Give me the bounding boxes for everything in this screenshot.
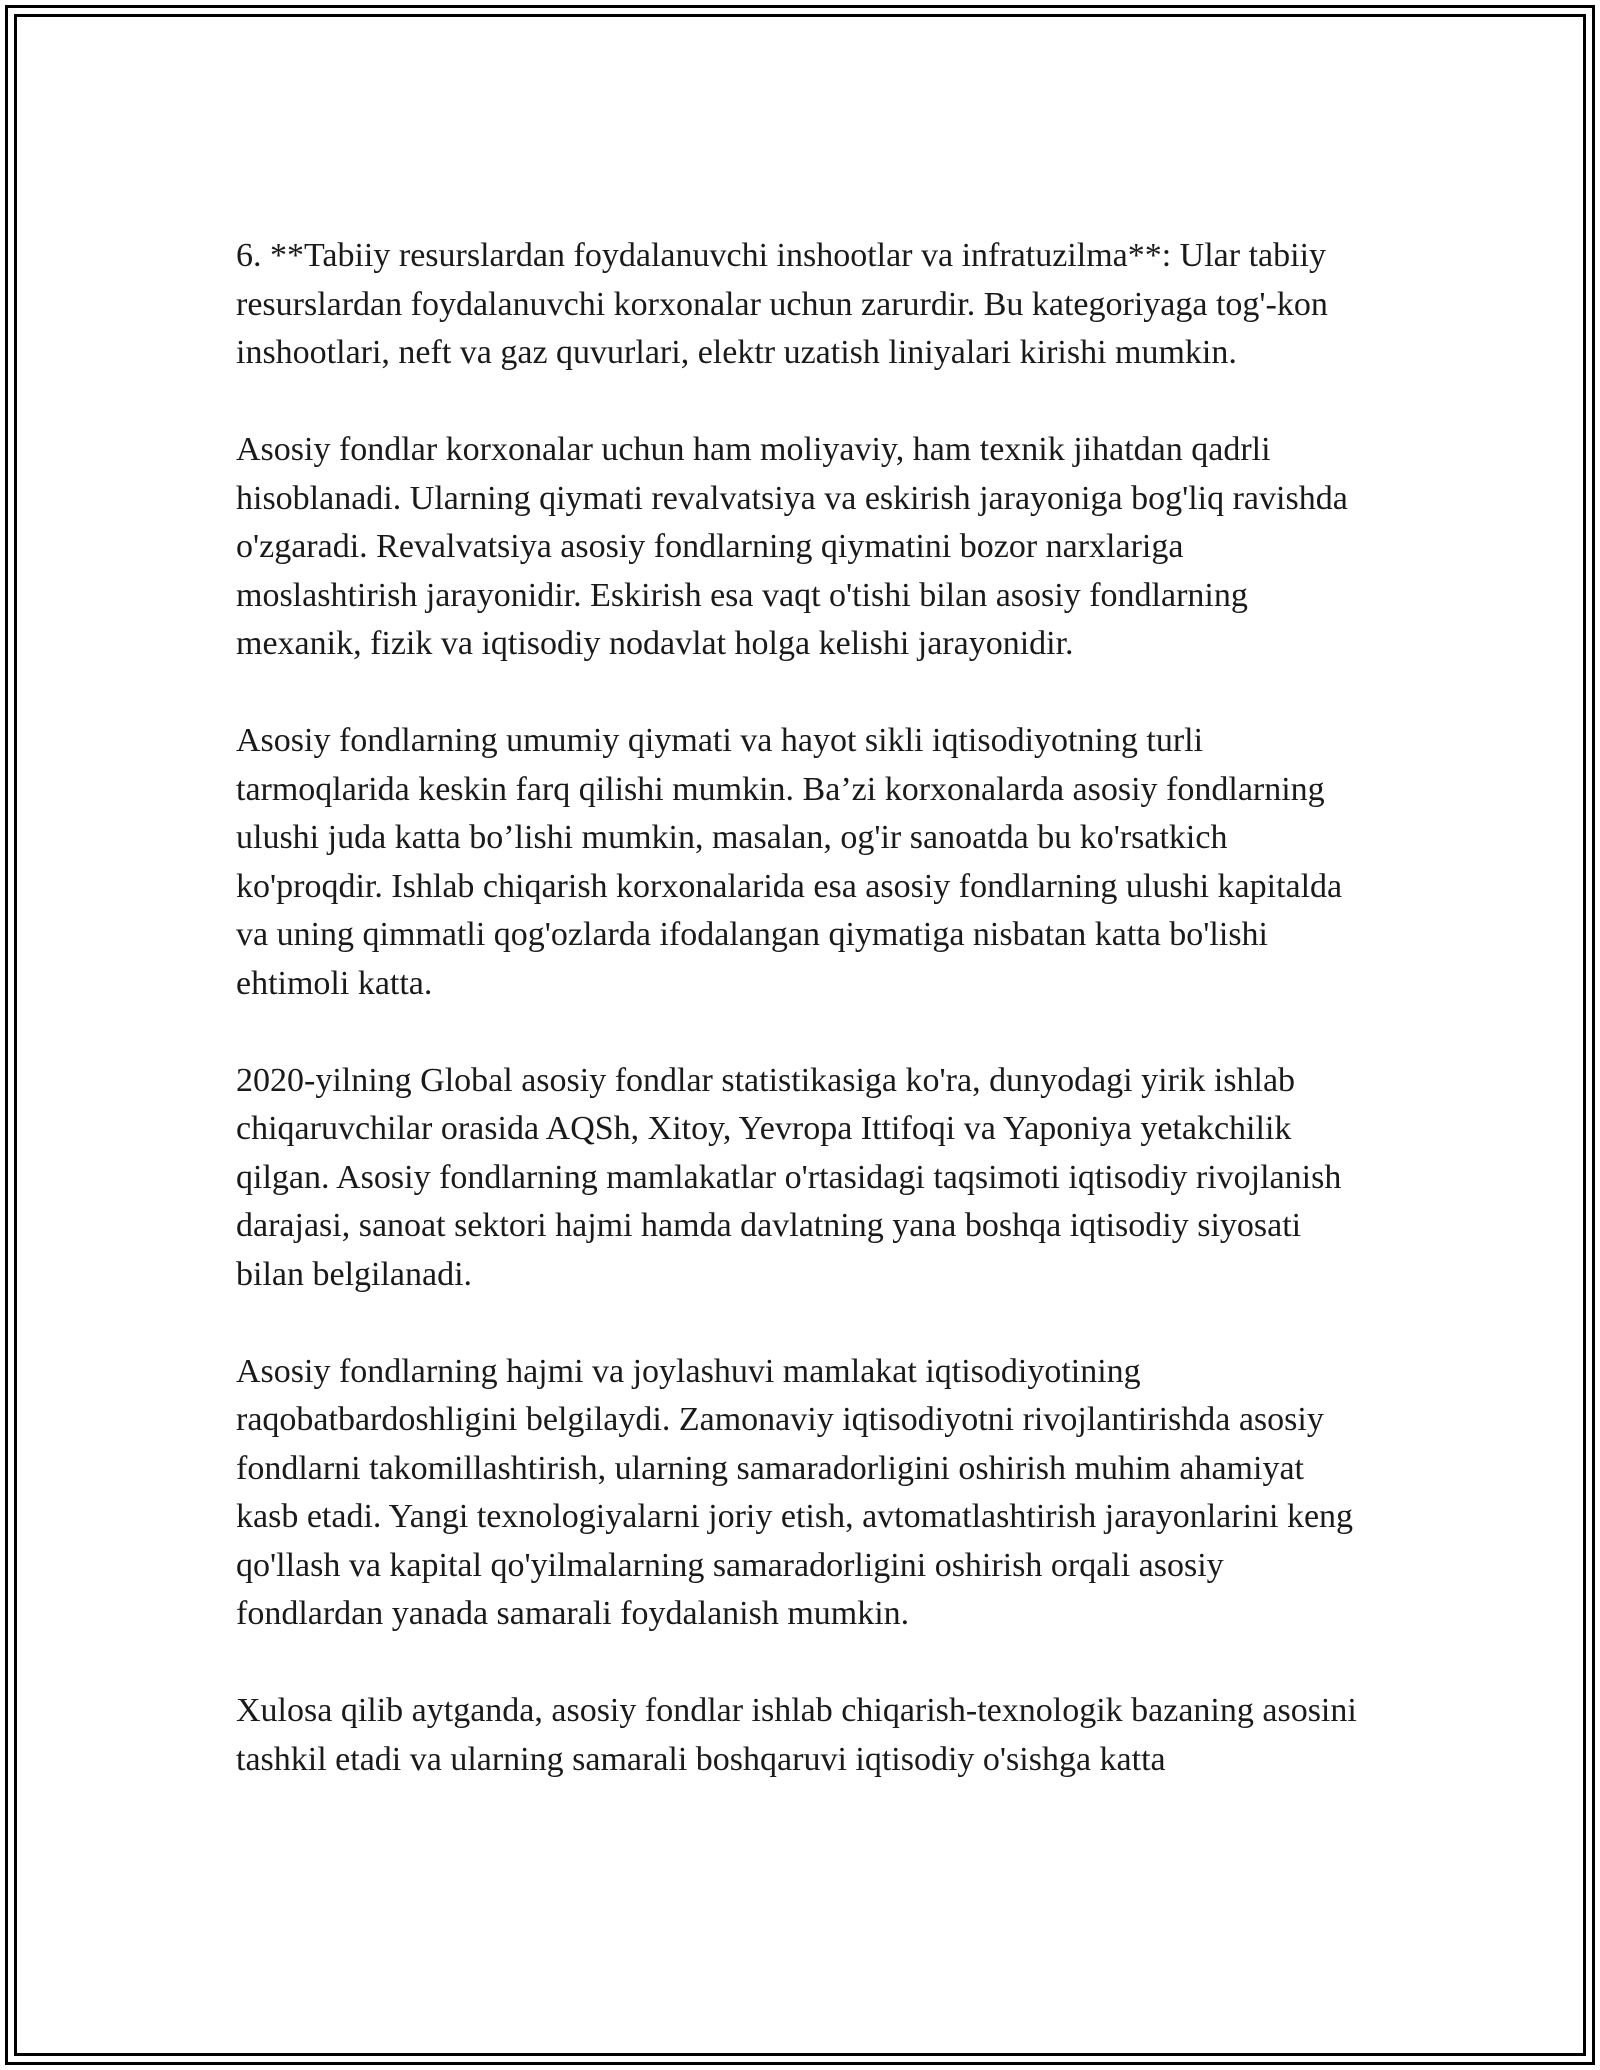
paragraph-competitiveness: Asosiy fondlarning hajmi va joylashuvi mamlakat iqtisodiyotining raqobatbardoshligini belgilaydi. Zamonaviy iqtisodiyotni rivojlantirishda asosiy fondlarni takomillashtirish, ularning samaradorligini oshirish muhim ahamiyat kasb etadi. Yangi texnologiyalarni joriy etish, avtomatlashtirish jarayonlarini keng qo'llash va kapital qo'yilmalarning samaradorligini oshirish orqali asosiy fondlardan yanada samarali foydalanish mumkin. (236, 1352, 1354, 1632)
document-body (236, 232, 1366, 1784)
paragraph-conclusion: Xulosa qilib aytganda, asosiy fondlar ishlab chiqarish-texnologik bazaning asosini tashkil etadi va ularning samarali boshqaruvi iqtisodiy o'sishga katta (236, 1692, 1357, 1778)
paragraph-industry-differences: Asosiy fondlarning umumiy qiymati va hayot sikli iqtisodiyotning turli tarmoqlarida keskin farq qilishi mumkin. Ba’zi korxonalarda asosiy fondlarning ulushi juda katta bo’lishi mumkin, masalan, og'ir sanoatda bu ko'rsatkich ko'proqdir. Ishlab chiqarish korxonalarida esa asosiy fondlarning ulushi kapitalda va uning qimmatli qog'ozlarda ifodalangan qiymatiga nisbatan katta bo'lishi ehtimoli katta. (236, 722, 1343, 1002)
paragraph-fixed-assets-value: Asosiy fondlar korxonalar uchun ham moliyaviy, ham texnik jihatdan qadrli hisoblanadi. Ularning qiymati revalvatsiya va eskirish jarayoniga bog'liq ravishda o'zgaradi. Revalvatsiya asosiy fondlarning qiymatini bozor narxlariga moslashtirish jarayonidir. Eskirish esa vaqt o'tishi bilan asosiy fondlarning mexanik, fizik va iqtisodiy nodavlat holga kelishi jarayonidir. (236, 431, 1348, 662)
paragraph-natural-resource-infrastructure: 6. **Tabiiy resurslardan foydalanuvchi inshootlar va infratuzilma**: Ular tabiiy resurslardan foydalanuvchi korxonalar uchun zarurdir. Bu kategoriyaga tog'-kon inshootlari, neft va gaz quvurlari, elektr uzatish liniyalari kirishi mumkin. (236, 237, 1328, 371)
paragraph-global-statistics: 2020-yilning Global asosiy fondlar statistikasiga ko'ra, dunyodagi yirik ishlab chiqaruvchilar orasida AQSh, Xitoy, Yevropa Ittifoqi va Yaponiya yetakchilik qilgan. Asosiy fondlarning mamlakatlar o'rtasidagi taqsimoti iqtisodiy rivojlanish darajasi, sanoat sektori hajmi hamda davlatning yana boshqa iqtisodiy siyosati bilan belgilanadi. (236, 1061, 1342, 1293)
